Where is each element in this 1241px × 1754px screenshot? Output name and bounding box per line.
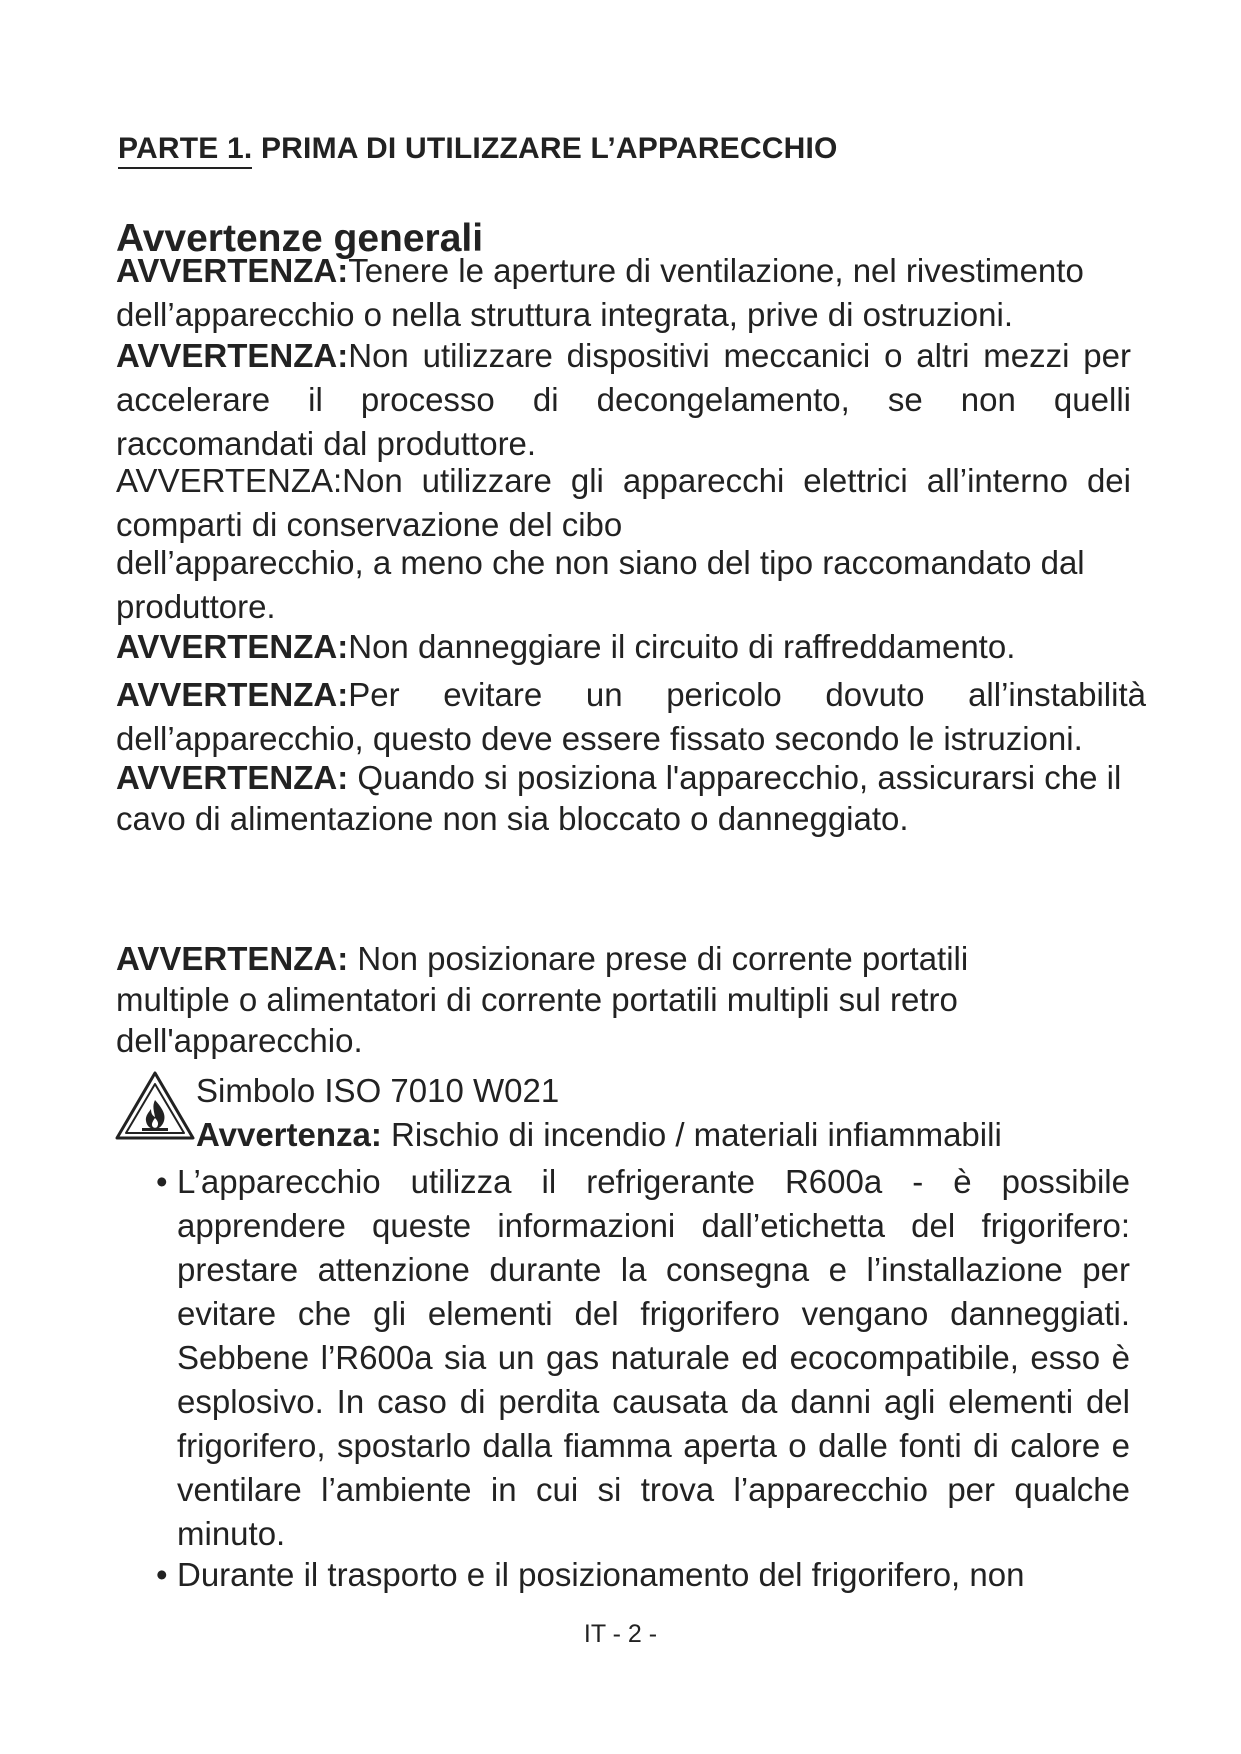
flammable-warning-icon xyxy=(114,1070,196,1142)
page-number: IT - 2 - xyxy=(583,1620,658,1648)
warning-text: Non danneggiare il circuito di raffreddamento. xyxy=(348,628,1016,665)
warning-label: AVVERTENZA: xyxy=(116,676,349,713)
list-item xyxy=(156,1553,1130,1597)
warning-text: Tenere le aperture di ventilazione, nel rivestimento dell’apparecchio o nella struttura integrata, prive di ostruzioni. xyxy=(116,252,1084,333)
warning-paragraph-1 xyxy=(116,249,1131,337)
list-item xyxy=(156,1160,1130,1556)
symbol-warning-label: Avvertenza: xyxy=(196,1116,382,1153)
warning-text: Non posizionare prese di corrente portatili multiple o alimentatori di corrente portatili multipli sul retro dell'apparecchio. xyxy=(116,940,969,1059)
warning-text: Per evitare un pericolo dovuto all’instabilità dell’apparecchio, questo deve essere fissato secondo le istruzioni. xyxy=(116,676,1146,757)
part-heading xyxy=(118,132,838,166)
part-number: PARTE 1. xyxy=(118,132,252,169)
warning-paragraph-4 xyxy=(116,625,1131,669)
warning-paragraph-3-continued xyxy=(116,541,1131,629)
warning-paragraph-7 xyxy=(116,938,1076,1061)
warning-label: AVVERTENZA: xyxy=(116,759,349,796)
warning-label: AVVERTENZA: xyxy=(116,940,349,977)
warning-label: AVVERTENZA: xyxy=(116,252,349,289)
bullet-marker: • xyxy=(156,1556,168,1593)
warning-label: AVVERTENZA: xyxy=(116,628,349,665)
bullet-marker: • xyxy=(156,1163,168,1200)
warning-paragraph-5 xyxy=(116,673,1146,761)
bullet-text: Durante il trasporto e il posizionamento del frigorifero, non xyxy=(177,1556,1025,1593)
warning-text: dell’apparecchio, a meno che non siano del tipo raccomandato dal produttore. xyxy=(116,544,1085,625)
symbol-warning-text: Rischio di incendio / materiali infiammabili xyxy=(381,1116,1002,1153)
warning-text: Quando si posiziona l'apparecchio, assicurarsi che il cavo di alimentazione non sia bloccato o danneggiato. xyxy=(116,759,1122,837)
symbol-warning-line xyxy=(196,1116,1002,1154)
section-title: Avvertenze generali xyxy=(116,217,484,260)
warning-label: AVVERTENZA: xyxy=(116,337,349,374)
symbol-iso-code: Simbolo ISO 7010 W021 xyxy=(196,1072,560,1109)
warning-paragraph-6 xyxy=(116,757,1131,839)
warning-text: Non utilizzare dispositivi meccanici o altri mezzi per accelerare il processo di decongelamento, se non quelli raccomandati dal produttore. xyxy=(116,337,1131,462)
part-title: PRIMA DI UTILIZZARE L’APPARECCHIO xyxy=(260,132,838,165)
warning-text: AVVERTENZA:Non utilizzare gli apparecchi elettrici all’interno dei comparti di conservazione del cibo xyxy=(116,462,1131,543)
warning-paragraph-2 xyxy=(116,334,1131,466)
warning-paragraph-3 xyxy=(116,459,1131,547)
bullet-text: L’apparecchio utilizza il refrigerante R600a - è possibile apprendere queste informazioni dall’etichetta del frigorifero: prestare attenzione durante la consegna e l’installazione per evitare che gli elementi del frigorifero vengano danneggiati. Sebbene l’R600a sia un gas naturale ed ecocompatibile, esso è esplosivo. In caso di perdita causata da danni agli elementi del frigorifero, spostarlo dalla fiamma aperta o dalle fonti di calore e ventilare l’ambiente in cui si trova l’apparecchio per qualche minuto. xyxy=(177,1163,1130,1552)
